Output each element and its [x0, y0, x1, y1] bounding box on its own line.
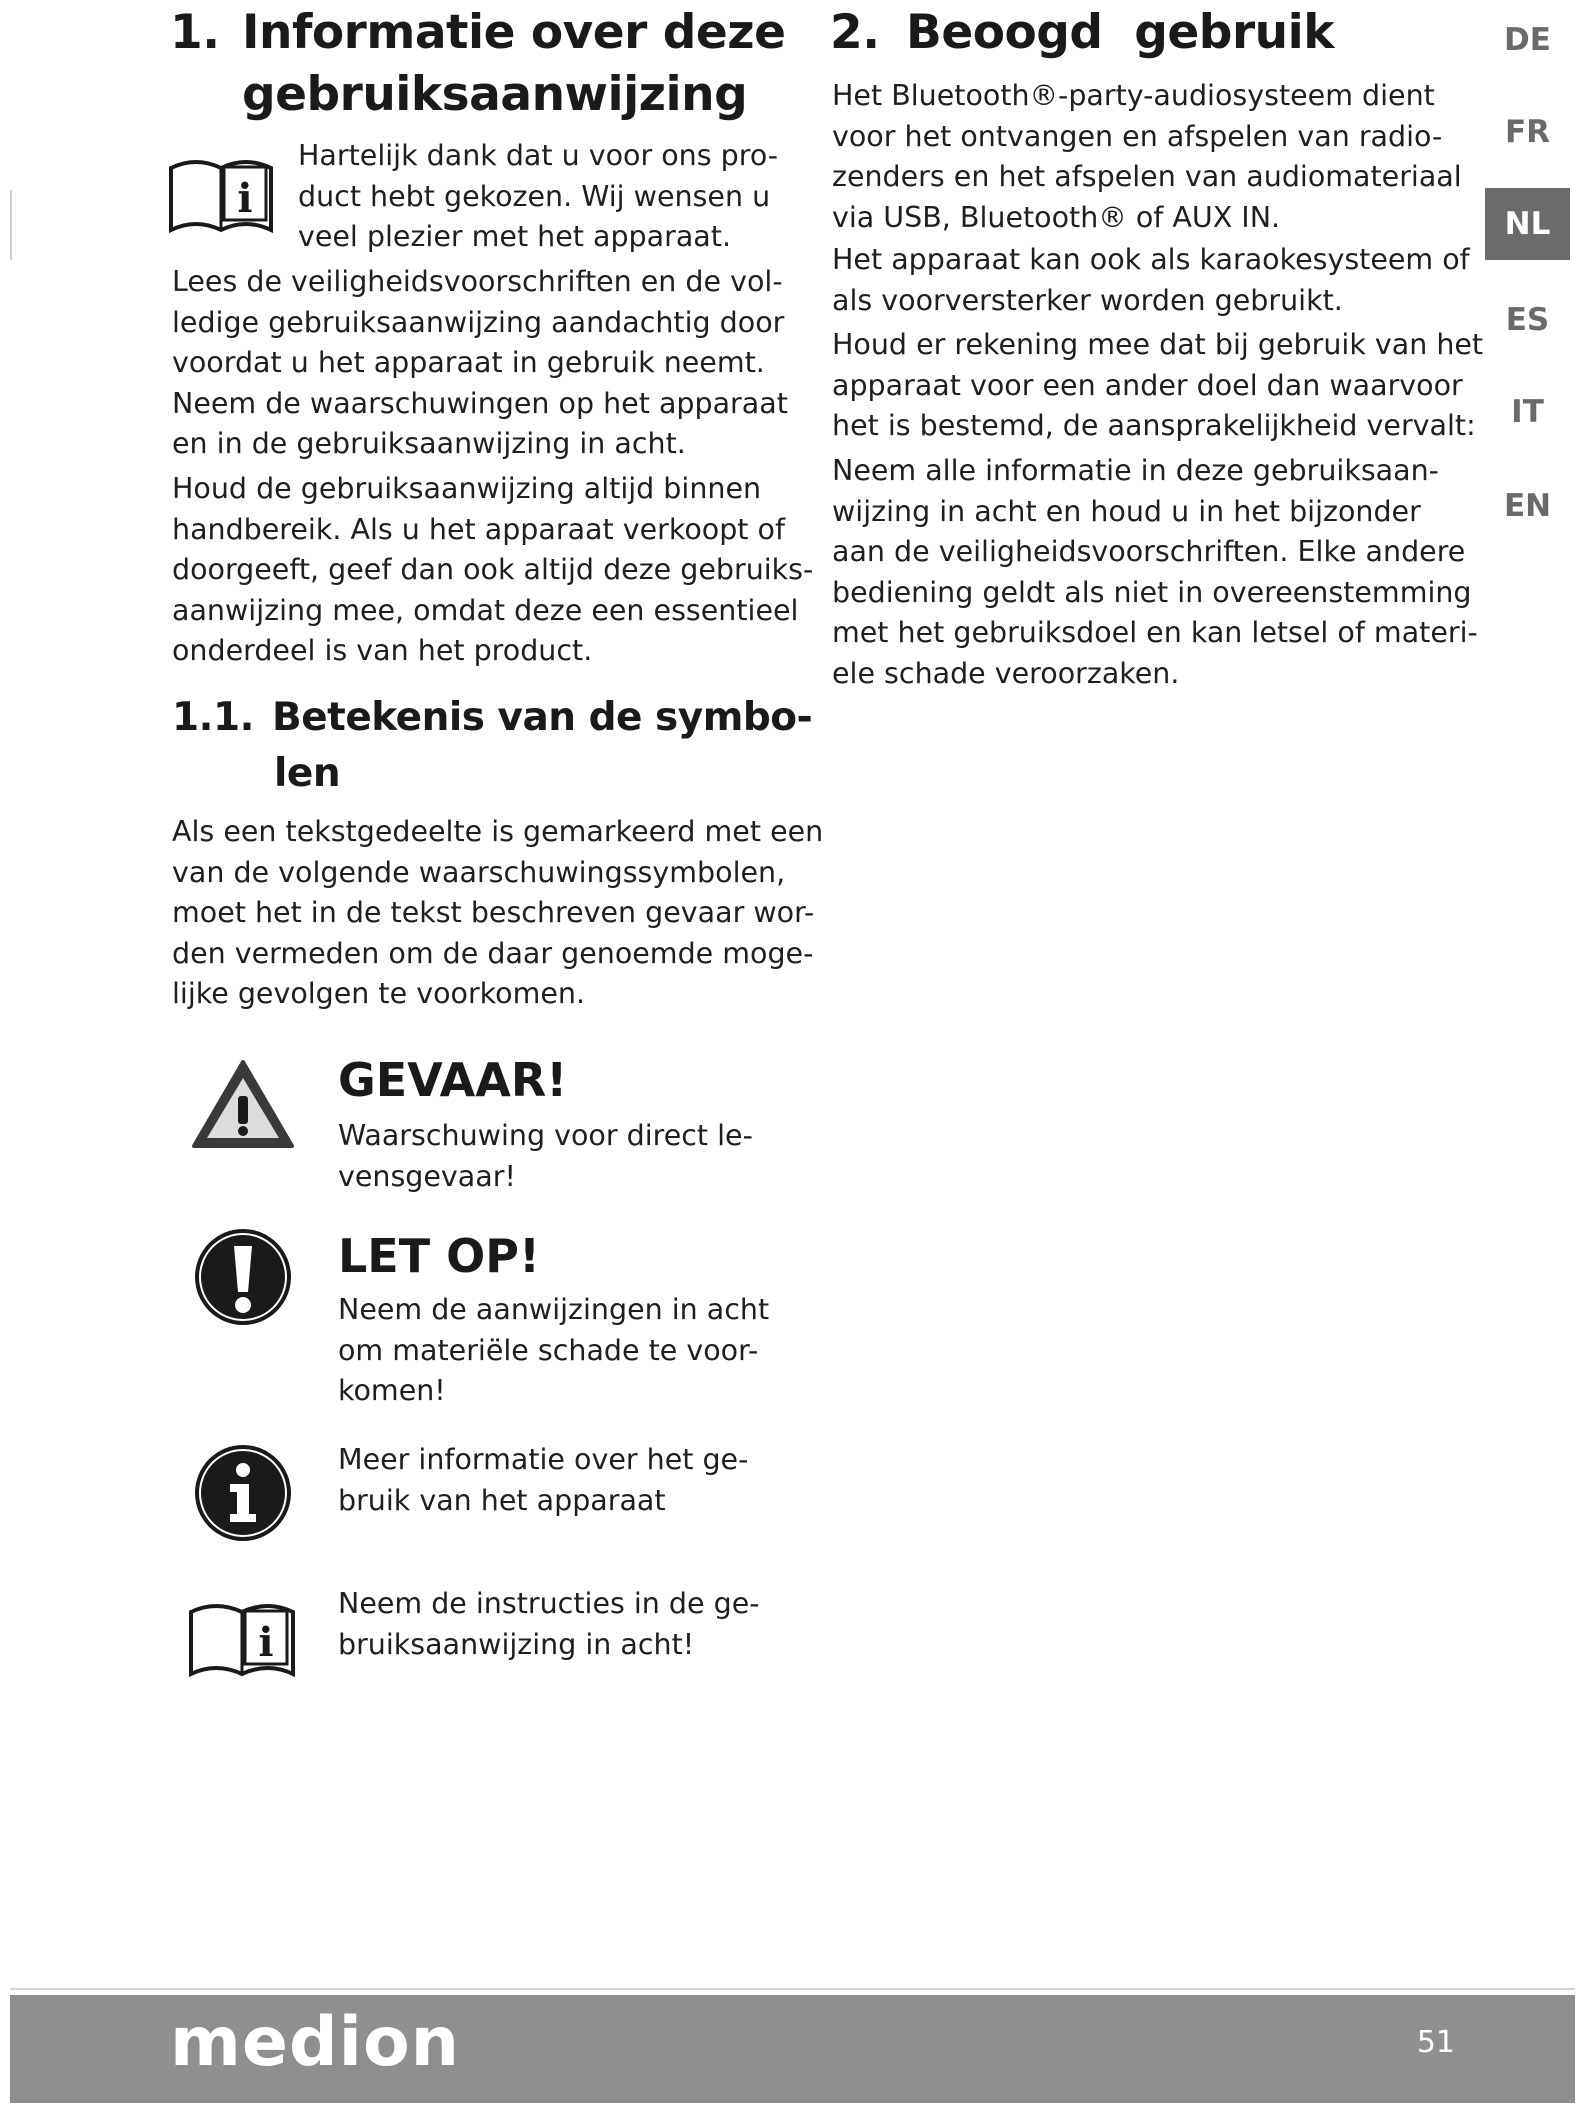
caution-line: Neem de aanwijzingen in acht — [338, 1293, 770, 1326]
intro-line: Hartelijk dank dat u voor ons pro- — [298, 139, 779, 172]
paragraph-line: lijke gevolgen te voorkomen. — [172, 977, 585, 1010]
section-1-paragraph-2 — [172, 469, 813, 672]
paragraph-line: apparaat voor een ander doel dan waarvoor — [832, 368, 1463, 402]
section-1-1-title-line1: Betekenis van de symbo- — [272, 695, 813, 740]
paragraph-line: aan de veiligheidsvoorschriften. Elke andere — [832, 535, 1466, 568]
section-1-number: 1. — [170, 5, 220, 60]
section-2-heading — [830, 2, 1334, 64]
paragraph-line: onderdeel is van het product. — [172, 634, 593, 667]
paragraph-line: ele schade veroorzaken. — [832, 656, 1180, 690]
section-1-1-paragraph — [172, 812, 823, 1015]
intro-text — [298, 136, 778, 258]
info-line: bruik van het apparaat — [338, 1483, 666, 1517]
manual-line: Neem de instructies in de ge- — [338, 1587, 760, 1620]
danger-line: Waarschuwing voor direct le- — [338, 1119, 753, 1152]
paragraph-line: Het Bluetooth®-party-audiosysteem dient — [832, 79, 1435, 112]
paragraph-line: wijzing in acht en houd u in het bijzonder — [832, 494, 1421, 528]
section-2-paragraph-4 — [832, 451, 1478, 694]
caution-line: komen! — [338, 1374, 446, 1407]
margin-rule — [10, 190, 12, 260]
danger-text — [338, 1116, 753, 1197]
paragraph-line: Het apparaat kan ook als karaokesysteem of — [832, 243, 1470, 276]
section-1-heading — [170, 2, 785, 64]
section-2-paragraph-3 — [832, 325, 1483, 447]
paragraph-line: en in de gebruiksaanwijzing in acht. — [172, 427, 686, 460]
section-2-paragraph-2 — [832, 240, 1470, 321]
intro-line: duct hebt gekozen. Wij wensen u — [298, 179, 771, 213]
intro-line: veel plezier met het apparaat. — [298, 220, 731, 253]
paragraph-line: van de volgende waarschuwingssymbolen, — [172, 855, 786, 889]
manual-info-icon — [168, 150, 274, 236]
language-tab-nl[interactable]: NL — [1485, 188, 1570, 260]
paragraph-line: met het gebruiksdoel en kan letsel of materi- — [832, 616, 1478, 649]
paragraph-line: doorgeeft, geef dan ook altijd deze gebruiks- — [172, 553, 814, 586]
paragraph-line: moet het in de tekst beschreven gevaar wor- — [172, 896, 815, 929]
section-1-1-heading — [172, 690, 812, 746]
danger-title: GEVAAR! — [338, 1053, 568, 1107]
footer-rule — [10, 1988, 1575, 1990]
section-1-title-line1: Informatie over deze — [242, 5, 786, 60]
paragraph-line: Lees de veiligheidsvoorschriften en de vol- — [172, 265, 783, 298]
paragraph-line: voordat u het apparaat in gebruik neemt. — [172, 346, 765, 379]
paragraph-line: het is bestemd, de aansprakelijkheid vervalt: — [832, 409, 1476, 442]
language-tab-it[interactable]: IT — [1511, 394, 1544, 430]
medion-logo: medion — [170, 2003, 461, 2082]
section-1-title-line2: gebruiksaanwijzing — [242, 67, 748, 122]
language-tab-fr[interactable]: FR — [1504, 114, 1551, 150]
section-2-title: Beoogd gebruik — [906, 5, 1334, 60]
language-tab-de[interactable]: DE — [1504, 22, 1551, 58]
page-number: 51 — [1416, 2025, 1455, 2060]
danger-line: vensgevaar! — [338, 1159, 516, 1193]
section-1-1-number: 1.1. — [172, 695, 254, 740]
paragraph-line: via USB, Bluetooth® of AUX IN. — [832, 200, 1281, 234]
section-2-paragraph-1 — [832, 76, 1462, 238]
info-line: Meer informatie over het ge- — [338, 1443, 749, 1476]
paragraph-line: Neem de waarschuwingen op het apparaat — [172, 386, 788, 420]
paragraph-line: Neem alle informatie in deze gebruiksaan- — [832, 454, 1439, 487]
section-1-1-title-line2: len — [274, 751, 341, 796]
warning-triangle-icon — [190, 1058, 296, 1152]
manual-book-icon — [188, 1594, 296, 1680]
language-tab-en[interactable]: EN — [1503, 488, 1552, 524]
exclamation-circle-icon — [192, 1226, 294, 1328]
manual-text — [338, 1584, 760, 1665]
manual-line: bruiksaanwijzing in acht! — [338, 1627, 695, 1661]
paragraph-line: ledige gebruiksaanwijzing aandachtig door — [172, 305, 785, 339]
paragraph-line: voor het ontvangen en afspelen van radio- — [832, 119, 1443, 153]
paragraph-line: zenders en het afspelen van audiomateriaal — [832, 160, 1462, 193]
paragraph-line: Houd de gebruiksaanwijzing altijd binnen — [172, 472, 762, 505]
caution-text — [338, 1290, 769, 1412]
info-circle-icon — [192, 1442, 294, 1544]
section-1-paragraph-1 — [172, 262, 788, 465]
paragraph-line: Als een tekstgedeelte is gemarkeerd met een — [172, 815, 824, 848]
paragraph-line: aanwijzing mee, omdat deze een essentieel — [172, 593, 799, 627]
paragraph-line: als voorversterker worden gebruikt. — [832, 283, 1343, 317]
language-tab-es[interactable]: ES — [1505, 302, 1550, 338]
paragraph-line: handbereik. Als u het apparaat verkoopt of — [172, 512, 786, 546]
svg-text:i: i — [237, 175, 253, 222]
paragraph-line: den vermeden om de daar genoemde moge- — [172, 936, 814, 970]
caution-line: om materiële schade te voor- — [338, 1333, 759, 1367]
footer-bar — [10, 1995, 1575, 2103]
section-2-number: 2. — [830, 5, 880, 60]
info-text — [338, 1440, 748, 1521]
caution-title: LET OP! — [338, 1229, 540, 1283]
paragraph-line: Houd er rekening mee dat bij gebruik van het — [832, 328, 1484, 361]
svg-text:i: i — [258, 1619, 274, 1666]
paragraph-line: bediening geldt als niet in overeenstemming — [832, 575, 1472, 609]
